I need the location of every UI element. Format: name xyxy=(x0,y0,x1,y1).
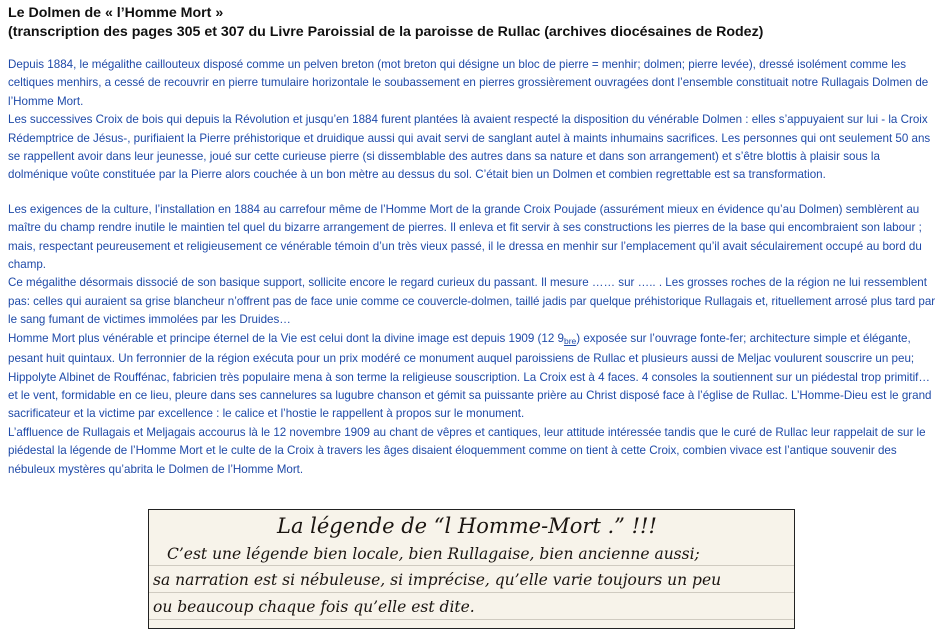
paragraph-gap xyxy=(8,185,938,201)
transcription-text xyxy=(8,56,938,479)
manuscript-line-3: ou beaucoup chaque fois qu’elle est dite. xyxy=(153,598,475,616)
manuscript-title: La légende de “l Homme-Mort .” !!! xyxy=(277,514,657,538)
page-subtitle: (transcription des pages 305 et 307 du Livre Paroissial de la paroisse de Rullac (archives diocésaines de Rodez) xyxy=(8,24,764,40)
paragraph-6: L’affluence de Rullagais et Meljagais accourus là le 12 novembre 1909 au chant de vêpres et cantiques, leur attitude intéressée tandis que le curé de Rullac leur rappelait de sur le piédestal la légende de l’Homme Mort et le culte de la Croix à travers les âges disaient éloquemment comme on tient à cette Croix, combien vivace est l’antique souvenir des nébuleux mystères qu’abrita le Dolmen de l’Homme Mort. xyxy=(8,425,926,476)
paragraph-3: Les exigences de la culture, l’installation en 1884 au carrefour même de l’Homme Mort de la grande Croix Poujade (assurément mieux en évidence qu’au Dolmen) semblèrent au maître du champ rendre inutile le maintien tel quel du bizarre arrangement de pierres. Il enleva et fit servir à ses constructions les pierres de la base qui encombraient son labour ; mais, respectant peureusement et religieusement ce vénérable témoin d’un très vieux passé, il le dressa en menhir sur l’emplacement qu’il avait séculairement occupé au bord du champ. xyxy=(8,202,922,272)
ruled-line xyxy=(149,592,795,593)
paragraph-5-end: ) exposée sur l’ouvrage fonte-fer; architecture simple et élégante, pesant huit quintaux. Un ferronnier de la région exécuta pour un prix modéré ce monument auquel paroissiens de Rullac et plusieurs aussi de Meljac voulurent souscrire un peu; Hippolyte Albinet de Rouffénac, fabricien très populaire mena à son terme la religieuse souscription. La Croix est à 4 faces. 4 consoles la soutiennent sur un piédestal trop primitif…et le vent, formidable en ce lieu, pleure dans ses cannelures sa lugubre chanson et gémit sa puissante prière au Christ disposé face à l’église de Rullac. L’Homme-Dieu est le grand sacrificateur et la victime par excellence : le calice et l’hostie le rappellent à propos sur le monument. xyxy=(8,331,932,421)
date-superscript: bre xyxy=(563,335,577,346)
paragraph-5 xyxy=(8,330,938,424)
paragraph-1: Depuis 1884, le mégalithe caillouteux disposé comme un pelven breton (mot breton qui désigne un bloc de pierre = menhir; dolmen; pierre levée), dressé isolément comme les celtiques menhirs, a cessé de recouvrir en pierre tumulaire horizontale le soubassement en pierres grossièrement ouvragées dont l’ensemble constituait notre Rullagais Dolmen de l’Homme Mort. xyxy=(8,58,929,108)
paragraph-4: Ce mégalithe désormais dissocié de son basique support, sollicite encore le regard curieux du passant. Il mesure …… sur ….. . Les grosses roches de la région ne lui ressemblent pas: celles qui auraient sa grise blancheur n’offrent pas de face unie comme ce couvercle-dolmen, taillé jadis par quelque préhistorique Rullagais et, rituellement arrosé plus tard par le sang fumant de victimes immolées par les Druides… xyxy=(8,276,936,327)
page-title: Le Dolmen de « l’Homme Mort » xyxy=(8,5,224,21)
paragraph-2: Les successives Croix de bois qui depuis la Révolution et jusqu’en 1884 furent plantées là avaient respecté la disposition du vénérable Dolmen : elles s’appuyaient sur lui - la Croix Rédemptrice de Jésus-, purifiaient la Pierre préhistorique et druidique aussi qui avait servi de sanglant autel à maints inhumains sacrifices. Les personnes qui ont seulement 50 ans se rappellent avoir dans leur jeunesse, joué sur cette curieuse pierre (si dissemblable des autres dans sa nature et dans son arrangement) et s’être blottis à plaisir sous la dolménique voûte constituée par la Pierre alors couchée à un bon mètre au dessus du sol. C’était bien un Dolmen et combien regrettable est sa transformation. xyxy=(8,113,931,182)
ruled-line xyxy=(149,565,795,566)
manuscript-excerpt-image xyxy=(148,509,795,629)
ruled-line xyxy=(149,619,795,620)
manuscript-line-1: C’est une légende bien locale, bien Rullagaise, bien ancienne aussi; xyxy=(167,545,700,563)
manuscript-line-2: sa narration est si nébuleuse, si imprécise, qu’elle varie toujours un peu xyxy=(153,571,722,589)
paragraph-5-start: Homme Mort plus vénérable et principe éternel de la Vie est celui dont la divine image est depuis 1909 (12 9 xyxy=(8,331,564,345)
header xyxy=(8,4,938,42)
